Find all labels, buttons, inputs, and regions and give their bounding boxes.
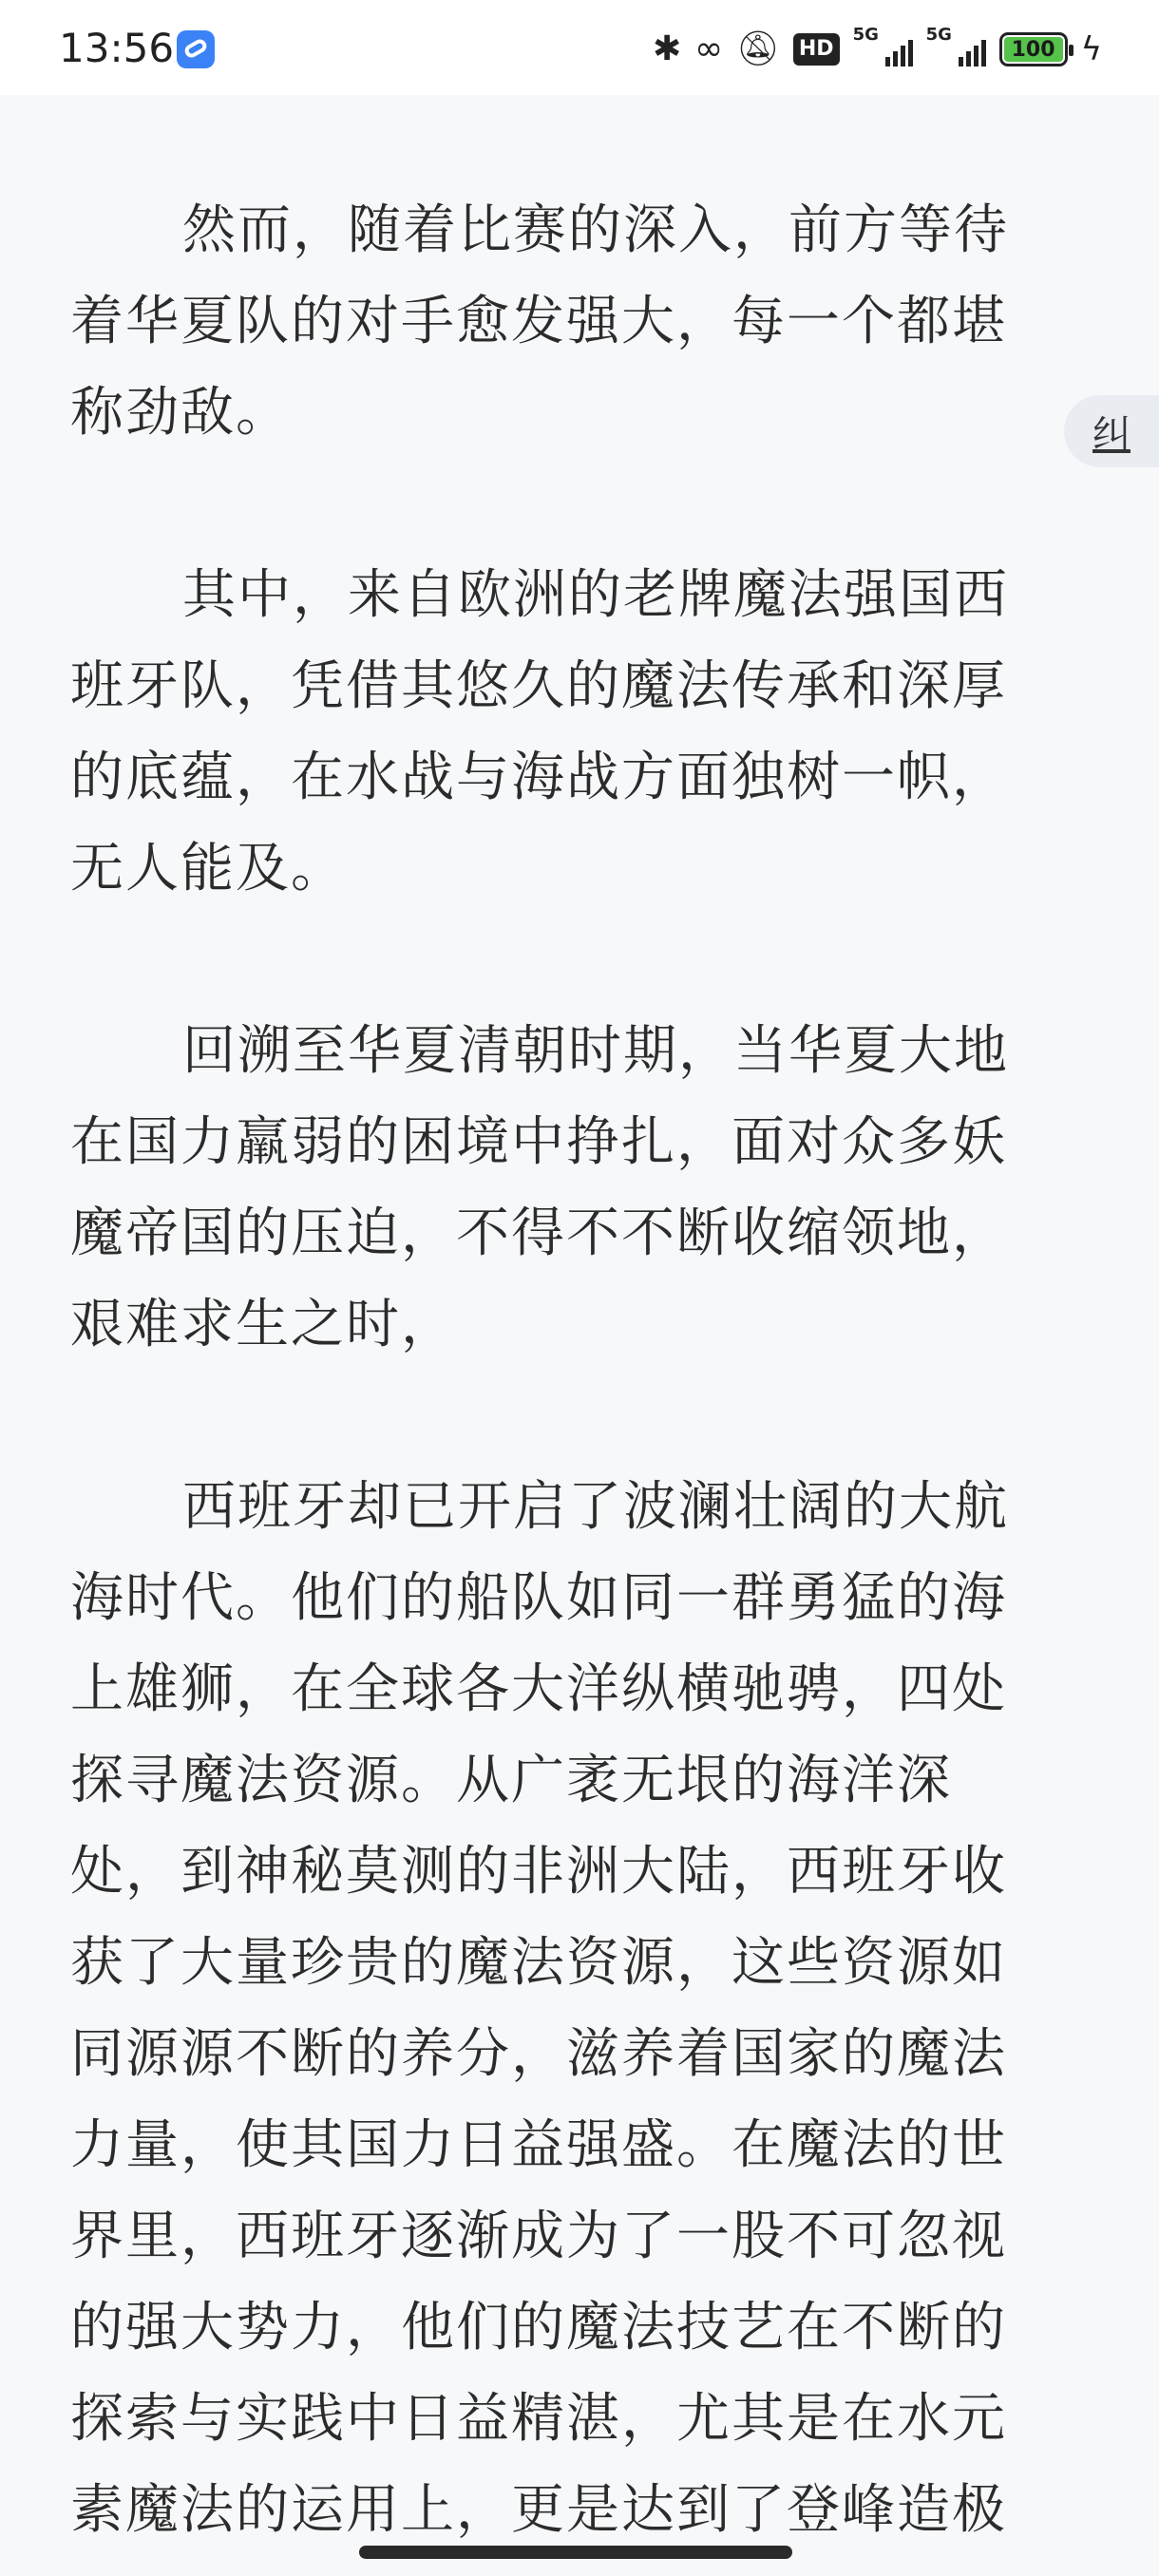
signal-5g-icon [852, 25, 913, 66]
link-icon: ∞ [694, 29, 724, 68]
signal-label: 5G [852, 25, 879, 45]
mute-bell-icon: 🔕︎ [736, 29, 780, 68]
paragraph: 西班牙却已开启了波澜壮阔的大航海时代。他们的船队如同一群勇猛的海上雄狮，在全球各大洋纵横驰骋，四处探寻魔法资源。从广袤无垠的海洋深处，到神秘莫测的非洲大陆，西班牙收获了大量珍贵的魔法资源，这些资源如同源源不断的养分，滋养着国家的魔法力量，使其国力日益强盛。在魔法的世界里，西班牙逐渐成为了一股不可忽视的强大势力，他们的魔法技艺在不断的探索与实践中日益精湛，尤其是在水元素魔法的运用上，更是达到了登峰造极 [70, 1476, 1009, 2541]
chapter-text[interactable] [70, 185, 1039, 2576]
charging-icon: ϟ [1080, 30, 1102, 68]
status-icons [653, 27, 1102, 72]
home-indicator[interactable] [359, 2546, 792, 2559]
battery-icon [999, 32, 1068, 66]
signal-5g-icon [925, 25, 986, 66]
battery-level: 100 [1004, 37, 1063, 62]
paragraph: 回溯至华夏清朝时期，当华夏大地在国力羸弱的困境中挣扎，面对众多妖魔帝国的压迫，不得不不断收缩领地，艰难求生之时， [70, 1020, 1009, 1355]
status-time: 13:56 [59, 25, 175, 71]
status-bar [0, 0, 1159, 95]
hd-icon: HD [793, 33, 840, 66]
signal-label: 5G [925, 25, 952, 45]
error-report-tab[interactable]: 纠 [1064, 395, 1159, 467]
bluetooth-icon: ✱ [653, 29, 682, 68]
paragraph: 然而，随着比赛的深入，前方等待着华夏队的对手愈发强大，每一个都堪称劲敌。 [70, 199, 1009, 444]
paragraph: 其中，来自欧洲的老牌魔法强国西班牙队，凭借其悠久的魔法传承和深厚的底蕴，在水战与海战方面独树一帜，无人能及。 [70, 564, 1009, 900]
app-link-icon [177, 30, 215, 68]
